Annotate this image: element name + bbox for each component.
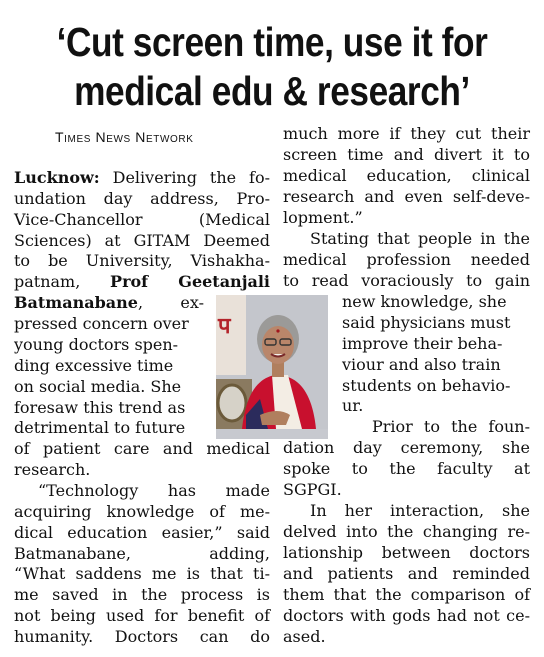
column-1-line: Batmanabane, ex- [14,293,204,313]
column-1-line: of patient care and medical [14,439,270,459]
column-2-line: SGPGI. [283,480,342,500]
column-1-line: Vice-Chancellor (Medical [14,209,270,229]
column-2-line: to read voraciously to gain [283,270,530,290]
column-2-line: Prior to the foun- [372,417,530,437]
column-1-line: patnam, Prof Geetanjali [14,272,270,292]
column-1-line: Batmanabane, adding, [14,543,270,563]
column-2-line: research and even self-deve- [283,186,530,206]
column-2-line: ur. [342,396,364,416]
column-1-line: me saved in the process is [14,585,270,605]
column-1-line: to be University, Vishakha- [14,251,270,271]
column-2-line: dation day ceremony, she [283,438,530,458]
column-2-line: and patients and reminded [283,564,530,584]
column-2-line: ased. [283,627,326,646]
column-2-line: lopment.” [283,207,363,227]
column-1-line: acquiring knowledge of me- [14,501,270,521]
byline: Times News Network [55,129,194,145]
banner-text: प [218,314,231,340]
column-1-line: “What saddens me is that ti- [14,564,270,584]
column-1-line: not being used for benefit of [14,606,270,626]
column-1-line: undation day address, Pro- [14,188,270,208]
column-1-line: humanity. Doctors can do [14,627,270,646]
column-1-line: foresaw this trend as [14,397,186,417]
column-2-line: spoke to the faculty at [283,459,530,479]
column-2-line: medical profession needed [283,249,530,269]
column-1-line: “Technology has made [38,480,270,500]
person-name: Prof Geetanjali [110,272,270,292]
column-1-line: on social media. She [14,376,182,396]
column-2-line: delved into the changing re- [283,522,530,542]
column-1-line: detrimental to future [14,418,186,438]
column-2-line: improve their beha- [342,333,503,353]
column-2-line: them that the comparison of [283,585,530,605]
column-2-line: new knowledge, she [342,291,507,311]
column-2-line: much more if they cut their [283,124,530,143]
column-2-line: said physicians must [342,312,511,332]
column-1-line: ding excessive time [14,355,174,375]
photo-prof-geetanjali-batmanabane [216,295,328,439]
column-1-line: dical education easier,” said [14,522,270,542]
column-1-line: Lucknow: Delivering the fo- [14,168,270,187]
column-2-line: Stating that people in the [310,228,530,248]
column-1-line: pressed concern over [14,314,189,334]
column-1-line: young doctors spen- [14,334,179,354]
column-2-line: screen time and divert it to [283,144,530,164]
headline-line-2: medical edu & research’ [74,68,470,114]
portrait-illustration [216,295,328,429]
column-2-line: viour and also train [342,354,501,374]
column-2-line: lationship between doctors [283,543,530,563]
column-1-line: research. [14,460,91,480]
column-2-line: students on behavio- [342,375,511,395]
dateline: Lucknow: [14,168,100,187]
person-name: Batmanabane [14,293,138,313]
column-2-line: In her interaction, she [310,501,530,521]
column-2-line: medical education, clinical [283,165,530,185]
column-1-line: Sciences) at GITAM Deemed [14,230,270,250]
column-2-line: doctors with gods had not ce- [283,606,530,626]
headline-line-1: ‘Cut screen time, use it for [56,19,488,65]
